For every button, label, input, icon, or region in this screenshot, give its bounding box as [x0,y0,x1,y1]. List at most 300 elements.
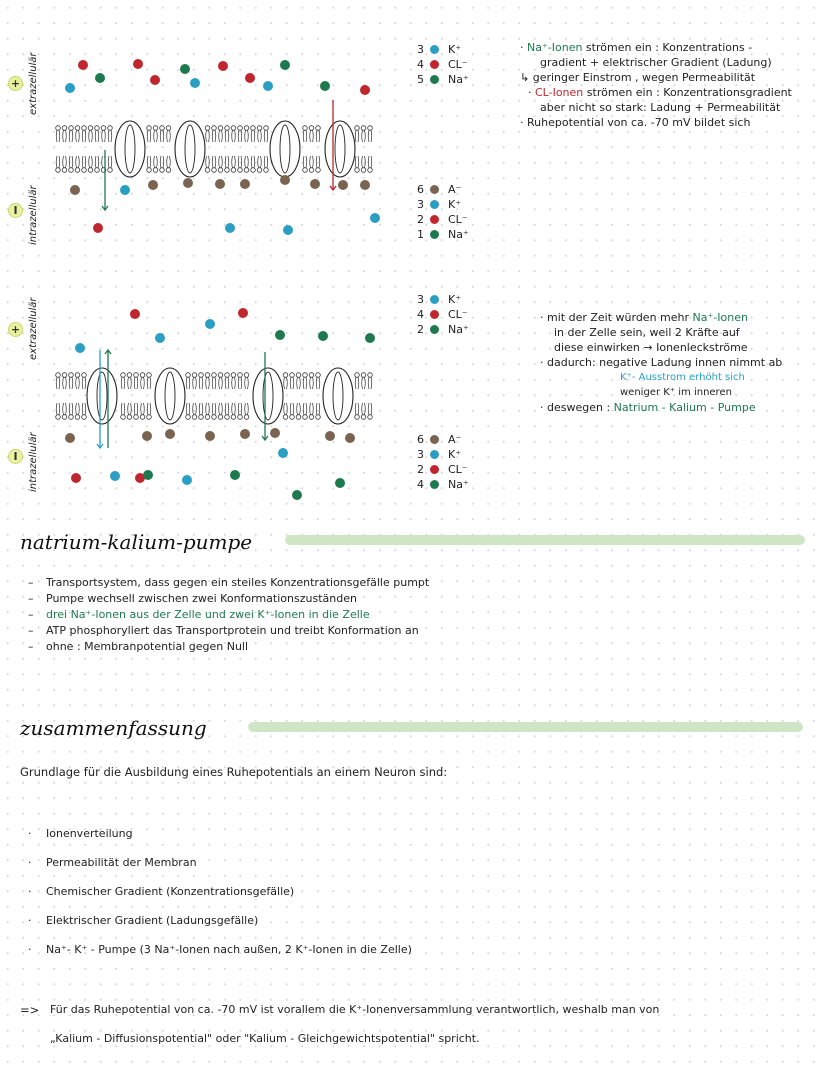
lipid-head-icon [316,415,321,420]
note-line: · Ruhepotential von ca. -70 mV bildet sich [520,116,751,129]
lipid-head-icon [264,168,269,173]
ion-dot-icon [142,431,152,441]
lipid-head-icon [238,168,243,173]
ion-dot-icon [430,295,439,304]
lipid-head-icon [212,168,217,173]
ion-dot-icon [205,319,215,329]
lipid-tail-icon [212,403,216,415]
lipid-head-icon [153,126,158,131]
lipid-head-icon [218,126,223,131]
legend-count: 5 [417,73,424,86]
lipid-head-icon [160,168,165,173]
lipid-tail-icon [69,377,73,389]
lipid-head-icon [238,126,243,131]
lipid-tail-icon [206,377,210,389]
lipid-tail-icon [284,377,288,389]
lipid-head-icon [95,126,100,131]
lipid-tail-icon [89,130,93,142]
lipid-head-icon [251,126,256,131]
lipid-tail-icon [206,156,210,168]
lipid-head-icon [134,415,139,420]
channel-protein-icon [175,121,205,177]
ion-dot-icon [430,75,439,84]
note-line: · mit der Zeit würden mehr Na⁺-Ionen [540,311,748,324]
ion-dot-icon [280,60,290,70]
lipid-head-icon [355,168,360,173]
lipid-head-icon [69,168,74,173]
list-item: · Chemischer Gradient (Konzentrationsgefälle) [28,885,295,898]
note-line: in der Zelle sein, weil 2 Kräfte auf [554,326,740,339]
legend-row [410,477,469,492]
lipid-tail-icon [141,377,145,389]
lipid-tail-icon [245,130,249,142]
lipid-head-icon [75,415,80,420]
lipid-tail-icon [76,377,80,389]
note-text: mit der Zeit würden mehr [547,311,693,324]
lipid-head-icon [56,126,61,131]
ion-dot-icon [360,85,370,95]
lipid-tail-icon [310,377,314,389]
lipid-tail-icon [69,156,73,168]
ion-dot-icon [310,179,320,189]
lipid-tail-icon [76,403,80,415]
ion-dot-icon [370,213,380,223]
lipid-head-icon [309,126,314,131]
intracellular-label-1: intrazellulär [28,185,39,245]
lipid-head-icon [108,126,113,131]
lipid-head-icon [361,168,366,173]
legend-row [410,72,469,87]
lipid-head-icon [355,415,360,420]
ion-dot-icon [225,223,235,233]
lipid-head-icon [355,126,360,131]
channel-protein-icon [253,368,283,424]
lipid-tail-icon [193,403,197,415]
membrane-diagram-2 [40,290,400,520]
section-title-pump: natrium-kalium-pumpe [20,530,253,554]
conclusion-arrow: => [20,1003,40,1017]
lipid-tail-icon [76,130,80,142]
lipid-head-icon [127,415,132,420]
legend-label: Na⁺ [448,228,469,241]
ion-dot-icon [430,60,439,69]
ion-dot-icon [143,470,153,480]
ion-dot-icon [345,433,355,443]
ion-dot-icon [283,225,293,235]
lipid-head-icon [147,415,152,420]
legend-row [410,212,469,227]
lipid-head-icon [69,373,74,378]
lipid-head-icon [361,373,366,378]
ion-dot-icon [318,331,328,341]
legend-label: CL⁻ [448,213,468,226]
legend-row [410,42,469,57]
lipid-head-icon [303,168,308,173]
lipid-tail-icon [355,156,359,168]
legend-row [410,197,469,212]
lipid-tail-icon [355,377,359,389]
ion-dot-icon [95,73,105,83]
lipid-tail-icon [264,130,268,142]
lipid-tail-icon [69,403,73,415]
lipid-tail-icon [56,130,60,142]
lipid-tail-icon [219,377,223,389]
note-line: weniger K⁺ im inneren [620,387,732,398]
legend-count: 4 [417,308,424,321]
lipid-tail-icon [264,156,268,168]
lipid-tail-icon [128,403,132,415]
note-text: strömen ein : Konzentrationsgradient [583,86,792,99]
lipid-head-icon [82,168,87,173]
extracellular-plus-sign-2: + [8,322,23,337]
lipid-head-icon [361,126,366,131]
ion-dot-icon [70,185,80,195]
lipid-tail-icon [121,403,125,415]
lipid-head-icon [218,373,223,378]
intracellular-label-2: intrazellulär [28,432,39,492]
list-item: – Transportsystem, dass gegen ein steiles Konzentrationsgefälle pumpt [28,576,430,589]
ion-dot-icon [78,60,88,70]
ion-dot-icon [148,180,158,190]
lipid-head-icon [147,373,152,378]
ion-dot-icon [245,73,255,83]
legend-label: K⁺ [448,43,462,56]
ion-dot-icon [360,180,370,190]
lipid-tail-icon [258,156,262,168]
lipid-head-icon [140,373,145,378]
lipid-head-icon [368,373,373,378]
ion-dot-icon [275,330,285,340]
lipid-tail-icon [238,403,242,415]
legend-count: 6 [417,433,424,446]
ion-dot-icon [430,215,439,224]
ion-dot-icon [93,223,103,233]
lipid-tail-icon [206,403,210,415]
lipid-tail-icon [316,377,320,389]
list-item: – ATP phosphoryliert das Transportprotein und treibt Konformation an [28,624,419,637]
lipid-head-icon [303,126,308,131]
lipid-head-icon [82,415,87,420]
pump-list [28,575,429,655]
lipid-tail-icon [69,130,73,142]
lipid-tail-icon [225,377,229,389]
section-title-summary: zusammenfassung [20,716,207,740]
ion-dot-icon [430,480,439,489]
lipid-head-icon [244,168,249,173]
lipid-tail-icon [82,156,86,168]
summary-intro: Grundlage für die Ausbildung eines Ruhepotentials an einem Neuron sind: [20,765,448,779]
lipid-head-icon [309,415,314,420]
lipid-head-icon [56,373,61,378]
ion-dot-icon [182,475,192,485]
lipid-tail-icon [238,130,242,142]
ion-dot-icon [65,433,75,443]
lipid-head-icon [212,373,217,378]
lipid-head-icon [368,126,373,131]
list-item: – drei Na⁺-Ionen aus der Zelle und zwei K⁺-Ionen in die Zelle [28,608,370,621]
lipid-head-icon [218,415,223,420]
lipid-tail-icon [297,403,301,415]
legend-count: 2 [417,213,424,226]
lipid-head-icon [225,168,230,173]
channel-protein-icon [325,121,355,177]
lipid-head-icon [95,168,100,173]
legend-label: CL⁻ [448,308,468,321]
lipid-tail-icon [232,403,236,415]
lipid-head-icon [205,373,210,378]
ion-dot-icon [430,435,439,444]
lipid-head-icon [316,168,321,173]
legend-top-1 [410,42,469,87]
lipid-tail-icon [82,377,86,389]
lipid-tail-icon [225,156,229,168]
note-text: Ruhepotential von ca. -70 mV bildet sich [527,116,751,129]
legend-top-2 [410,292,469,337]
lipid-tail-icon [355,130,359,142]
lipid-tail-icon [121,377,125,389]
lipid-tail-icon [193,377,197,389]
lipid-head-icon [225,373,230,378]
lipid-head-icon [309,373,314,378]
lipid-head-icon [166,126,171,131]
list-item: – ohne : Membranpotential gegen Null [28,640,249,653]
lipid-head-icon [296,415,301,420]
ion-dot-icon [278,448,288,458]
lipid-tail-icon [160,156,164,168]
lipid-tail-icon [141,403,145,415]
lipid-head-icon [283,415,288,420]
lipid-tail-icon [63,403,67,415]
ion-dot-icon [65,83,75,93]
lipid-head-icon [244,373,249,378]
legend-label: Na⁺ [448,478,469,491]
lipid-tail-icon [63,130,67,142]
lipid-tail-icon [232,130,236,142]
lipid-tail-icon [128,377,132,389]
legend-count: 3 [417,43,424,56]
lipid-head-icon [316,373,321,378]
lipid-tail-icon [134,403,138,415]
lipid-tail-icon [362,130,366,142]
legend-label: CL⁻ [448,463,468,476]
legend-label: A⁻ [448,433,462,446]
legend-label: Na⁺ [448,73,469,86]
lipid-head-icon [218,168,223,173]
note-line: diese einwirken → Ionenleckströme [554,341,748,354]
lipid-head-icon [199,415,204,420]
lipid-tail-icon [316,156,320,168]
lipid-tail-icon [219,156,223,168]
channel-protein-icon [323,368,353,424]
lipid-tail-icon [154,130,158,142]
intracellular-minus-sign-2: I [8,449,23,464]
ion-dot-icon [280,175,290,185]
extracellular-label-2: extrazellulär [28,297,39,360]
ion-dot-icon [205,431,215,441]
lipid-head-icon [212,126,217,131]
lipid-head-icon [147,168,152,173]
summary-list [28,826,412,971]
ion-dot-icon [270,428,280,438]
lipid-head-icon [75,126,80,131]
lipid-tail-icon [63,156,67,168]
extracellular-label-1: extrazellulär [28,52,39,115]
lipid-tail-icon [102,130,106,142]
lipid-tail-icon [76,156,80,168]
lipid-head-icon [309,168,314,173]
ion-dot-icon [130,309,140,319]
legend-label: K⁺ [448,293,462,306]
lipid-head-icon [160,126,165,131]
extracellular-plus-sign-1: + [8,76,23,91]
ion-dot-icon [133,59,143,69]
lipid-head-icon [153,168,158,173]
lipid-head-icon [283,373,288,378]
lipid-head-icon [361,415,366,420]
lipid-tail-icon [186,403,190,415]
lipid-tail-icon [251,156,255,168]
note-line: · deswegen : Natrium - Kalium - Pumpe [540,401,756,414]
lipid-tail-icon [355,403,359,415]
channel-protein-icon [87,368,117,424]
lipid-head-icon [62,168,67,173]
lipid-head-icon [251,168,256,173]
ion-dot-icon [325,431,335,441]
ion-dot-icon [215,179,225,189]
ion-dot-icon [430,325,439,334]
legend-row [410,447,469,462]
lipid-head-icon [147,126,152,131]
lipid-tail-icon [56,377,60,389]
lipid-head-icon [244,126,249,131]
lipid-tail-icon [63,377,67,389]
lipid-head-icon [75,168,80,173]
list-item: – Pumpe wechsell zwischen zwei Konformationszuständen [28,592,357,605]
highlight-bar-pump [285,535,805,545]
lipid-head-icon [225,126,230,131]
note-line: aber nicht so stark: Ladung + Permeabilität [540,101,781,114]
legend-label: A⁻ [448,183,462,196]
legend-row [410,432,469,447]
legend-count: 6 [417,183,424,196]
lipid-tail-icon [368,130,372,142]
lipid-head-icon [368,415,373,420]
lipid-head-icon [225,415,230,420]
lipid-head-icon [231,168,236,173]
lipid-tail-icon [186,377,190,389]
lipid-tail-icon [232,377,236,389]
intracellular-minus-sign-1: I [8,203,23,218]
ion-dot-icon [71,473,81,483]
ion-dot-icon [430,45,439,54]
membrane-diagram-1 [40,40,400,250]
lipid-head-icon [199,373,204,378]
ion-dot-icon [335,478,345,488]
ion-dot-icon [110,471,120,481]
lipid-head-icon [108,168,113,173]
lipid-tail-icon [89,156,93,168]
lipid-head-icon [69,126,74,131]
lipid-tail-icon [147,156,151,168]
lipid-tail-icon [82,403,86,415]
lipid-tail-icon [362,403,366,415]
lipid-tail-icon [147,377,151,389]
note-na-ions: Na⁺-Ionen [692,311,748,324]
lipid-tail-icon [362,156,366,168]
lipid-tail-icon [147,130,151,142]
note-pump-name: Natrium - Kalium - Pumpe [613,401,756,414]
legend-label: K⁺ [448,198,462,211]
list-item: · Elektrischer Gradient (Ladungsgefälle) [28,914,259,927]
conclusion-line-1: Für das Ruhepotential von ca. -70 mV ist vorallem die K⁺-Ionenversammlung verantwortlich, weshalb man von [50,1003,660,1016]
note-text: dadurch: negative Ladung innen nimmt ab [547,356,783,369]
note-text: deswegen : [547,401,614,414]
ion-dot-icon [338,180,348,190]
lipid-head-icon [303,415,308,420]
lipid-head-icon [296,373,301,378]
legend-count: 3 [417,293,424,306]
lipid-head-icon [82,126,87,131]
lipid-head-icon [303,373,308,378]
ion-dot-icon [165,429,175,439]
lipid-head-icon [56,415,61,420]
legend-count: 4 [417,478,424,491]
lipid-tail-icon [245,403,249,415]
lipid-tail-icon [199,403,203,415]
lipid-tail-icon [212,156,216,168]
note-line: ↳ geringer Einstrom , wegen Permeabilität [520,71,756,84]
lipid-tail-icon [368,377,372,389]
channel-protein-icon [270,121,300,177]
note-line: · dadurch: negative Ladung innen nimmt ab [540,356,783,369]
lipid-head-icon [238,415,243,420]
lipid-tail-icon [303,130,307,142]
ion-dot-icon [430,230,439,239]
legend-row [410,292,469,307]
legend-label: CL⁻ [448,58,468,71]
lipid-head-icon [121,415,126,420]
channel-protein-icon [115,121,145,177]
note-line: · CL-Ionen strömen ein : Konzentrationsgradient [528,86,792,99]
legend-row [410,322,469,337]
lipid-head-icon [264,126,269,131]
legend-count: 2 [417,463,424,476]
lipid-head-icon [140,415,145,420]
lipid-head-icon [101,126,106,131]
ion-dot-icon [430,450,439,459]
lipid-tail-icon [95,130,99,142]
lipid-head-icon [368,168,373,173]
lipid-tail-icon [303,377,307,389]
notes-block-1 [520,40,792,130]
lipid-head-icon [166,168,171,173]
lipid-head-icon [127,373,132,378]
ion-dot-icon [430,200,439,209]
legend-label: K⁺ [448,448,462,461]
lipid-tail-icon [56,156,60,168]
lipid-tail-icon [82,130,86,142]
lipid-head-icon [290,373,295,378]
legend-count: 4 [417,58,424,71]
lipid-tail-icon [368,156,372,168]
ion-dot-icon [180,64,190,74]
lipid-tail-icon [310,130,314,142]
legend-count: 3 [417,198,424,211]
lipid-head-icon [238,373,243,378]
lipid-head-icon [88,168,93,173]
lipid-head-icon [205,415,210,420]
lipid-tail-icon [160,130,164,142]
